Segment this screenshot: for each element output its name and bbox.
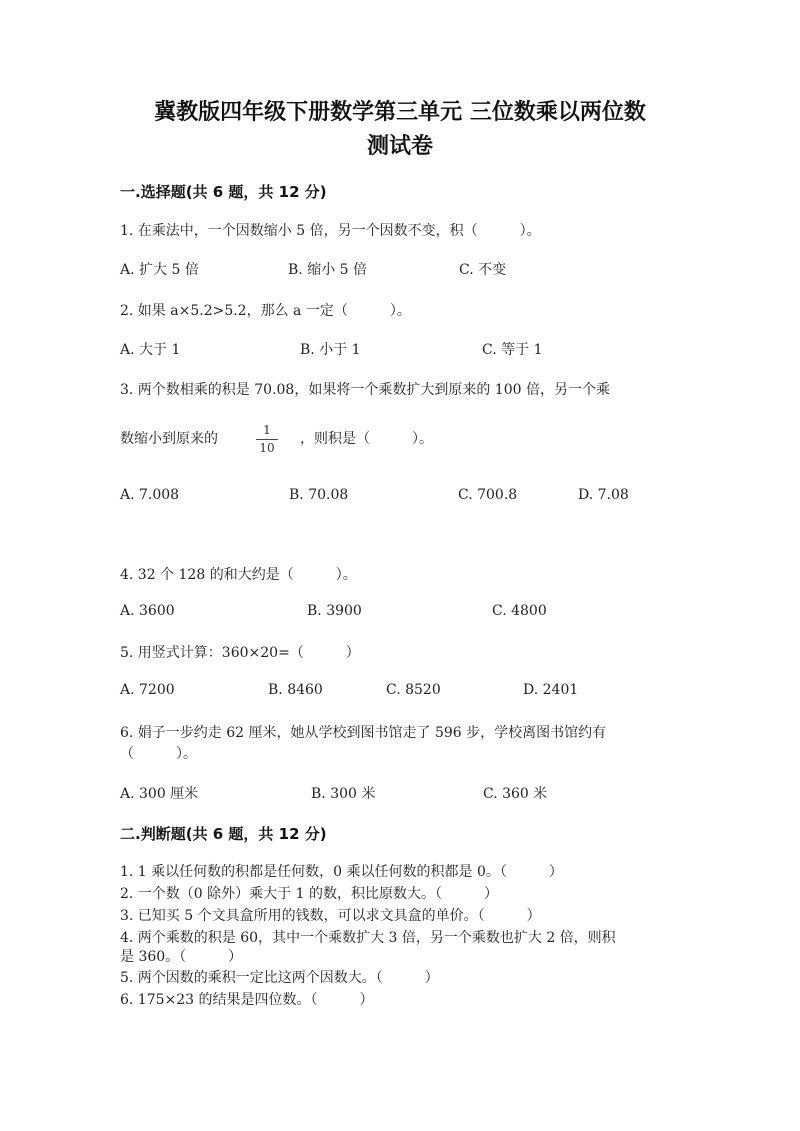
question-3-option-d[interactable]: D. 7.08 bbox=[578, 487, 629, 503]
question-1-option-c[interactable]: C. 不变 bbox=[459, 262, 507, 278]
question-3-option-a[interactable]: A. 7.008 bbox=[120, 487, 180, 503]
question-5-text: 5. 用竖式计算：360×20=（ ） bbox=[120, 645, 360, 661]
question-6-option-a[interactable]: A. 300 厘米 bbox=[120, 786, 199, 802]
question-4-option-c[interactable]: C. 4800 bbox=[492, 603, 547, 619]
section-heading-choice: 一.选择题(共 6 题，共 12 分) bbox=[120, 183, 327, 201]
question-3-text-line2b: ，则积是（ ）。 bbox=[300, 431, 433, 447]
question-1-option-b[interactable]: B. 缩小 5 倍 bbox=[288, 262, 367, 278]
question-2-option-b[interactable]: B. 小于 1 bbox=[300, 342, 361, 358]
question-5-option-c[interactable]: C. 8520 bbox=[386, 682, 441, 698]
question-6-option-b[interactable]: B. 300 米 bbox=[311, 786, 376, 802]
question-1-option-a[interactable]: A. 扩大 5 倍 bbox=[120, 262, 199, 278]
fraction-denominator: 10 bbox=[259, 441, 275, 455]
question-4-option-a[interactable]: A. 3600 bbox=[120, 603, 175, 619]
judge-item-6: 6. 175×23 的结果是四位数。（ ） bbox=[120, 992, 374, 1008]
question-2-option-c[interactable]: C. 等于 1 bbox=[482, 342, 543, 358]
question-5-option-d[interactable]: D. 2401 bbox=[523, 682, 579, 698]
question-6-option-c[interactable]: C. 360 米 bbox=[483, 786, 548, 802]
question-3-option-b[interactable]: B. 70.08 bbox=[289, 487, 349, 503]
question-5-option-b[interactable]: B. 8460 bbox=[268, 682, 323, 698]
page-title-line1: 冀教版四年级下册数学第三单元 三位数乘以两位数 bbox=[154, 100, 646, 125]
judge-item-3: 3. 已知买 5 个文具盒所用的钱数，可以求文具盒的单价。（ ） bbox=[120, 908, 541, 924]
question-1-text: 1. 在乘法中，一个因数缩小 5 倍，另一个因数不变，积（ ）。 bbox=[120, 223, 541, 239]
question-3-option-c[interactable]: C. 700.8 bbox=[458, 487, 518, 503]
judge-item-4-line2: 是 360。（ ） bbox=[120, 949, 243, 965]
question-2-text: 2. 如果 a×5.2>5.2，那么 a 一定（ ）。 bbox=[120, 303, 411, 319]
question-3-text-line2a: 数缩小到原来的 bbox=[120, 431, 218, 447]
question-4-option-b[interactable]: B. 3900 bbox=[307, 603, 362, 619]
judge-item-4-line1: 4. 两个乘数的积是 60，其中一个乘数扩大 3 倍，另一个乘数也扩大 2 倍，则积 bbox=[120, 930, 616, 946]
question-3-text-line1: 3. 两个数相乘的积是 70.08，如果将一个乘数扩大到原来的 100 倍，另一个乘 bbox=[120, 382, 610, 398]
question-2-option-a[interactable]: A. 大于 1 bbox=[120, 342, 181, 358]
question-6-text-line1: 6. 娟子一步约走 62 厘米，她从学校到图书馆走了 596 步，学校离图书馆约有 bbox=[120, 725, 607, 741]
fraction-bar bbox=[256, 439, 278, 440]
fraction-numerator: 1 bbox=[263, 423, 271, 437]
judge-item-1: 1. 1 乘以任何数的积都是任何数，0 乘以任何数的积都是 0。（ ） bbox=[120, 864, 563, 880]
judge-item-5: 5. 两个因数的乘积一定比这两个因数大。（ ） bbox=[120, 970, 439, 986]
question-5-option-a[interactable]: A. 7200 bbox=[120, 682, 175, 698]
section-heading-judgement: 二.判断题(共 6 题，共 12 分) bbox=[120, 825, 327, 843]
question-4-text: 4. 32 个 128 的和大约是（ ）。 bbox=[120, 567, 357, 583]
question-6-text-line2: （ ）。 bbox=[120, 746, 197, 762]
fraction-one-tenth bbox=[254, 423, 280, 456]
judge-item-2: 2. 一个数（0 除外）乘大于 1 的数，积比原数大。（ ） bbox=[120, 886, 498, 902]
page-title-line2: 测试卷 bbox=[366, 134, 433, 159]
